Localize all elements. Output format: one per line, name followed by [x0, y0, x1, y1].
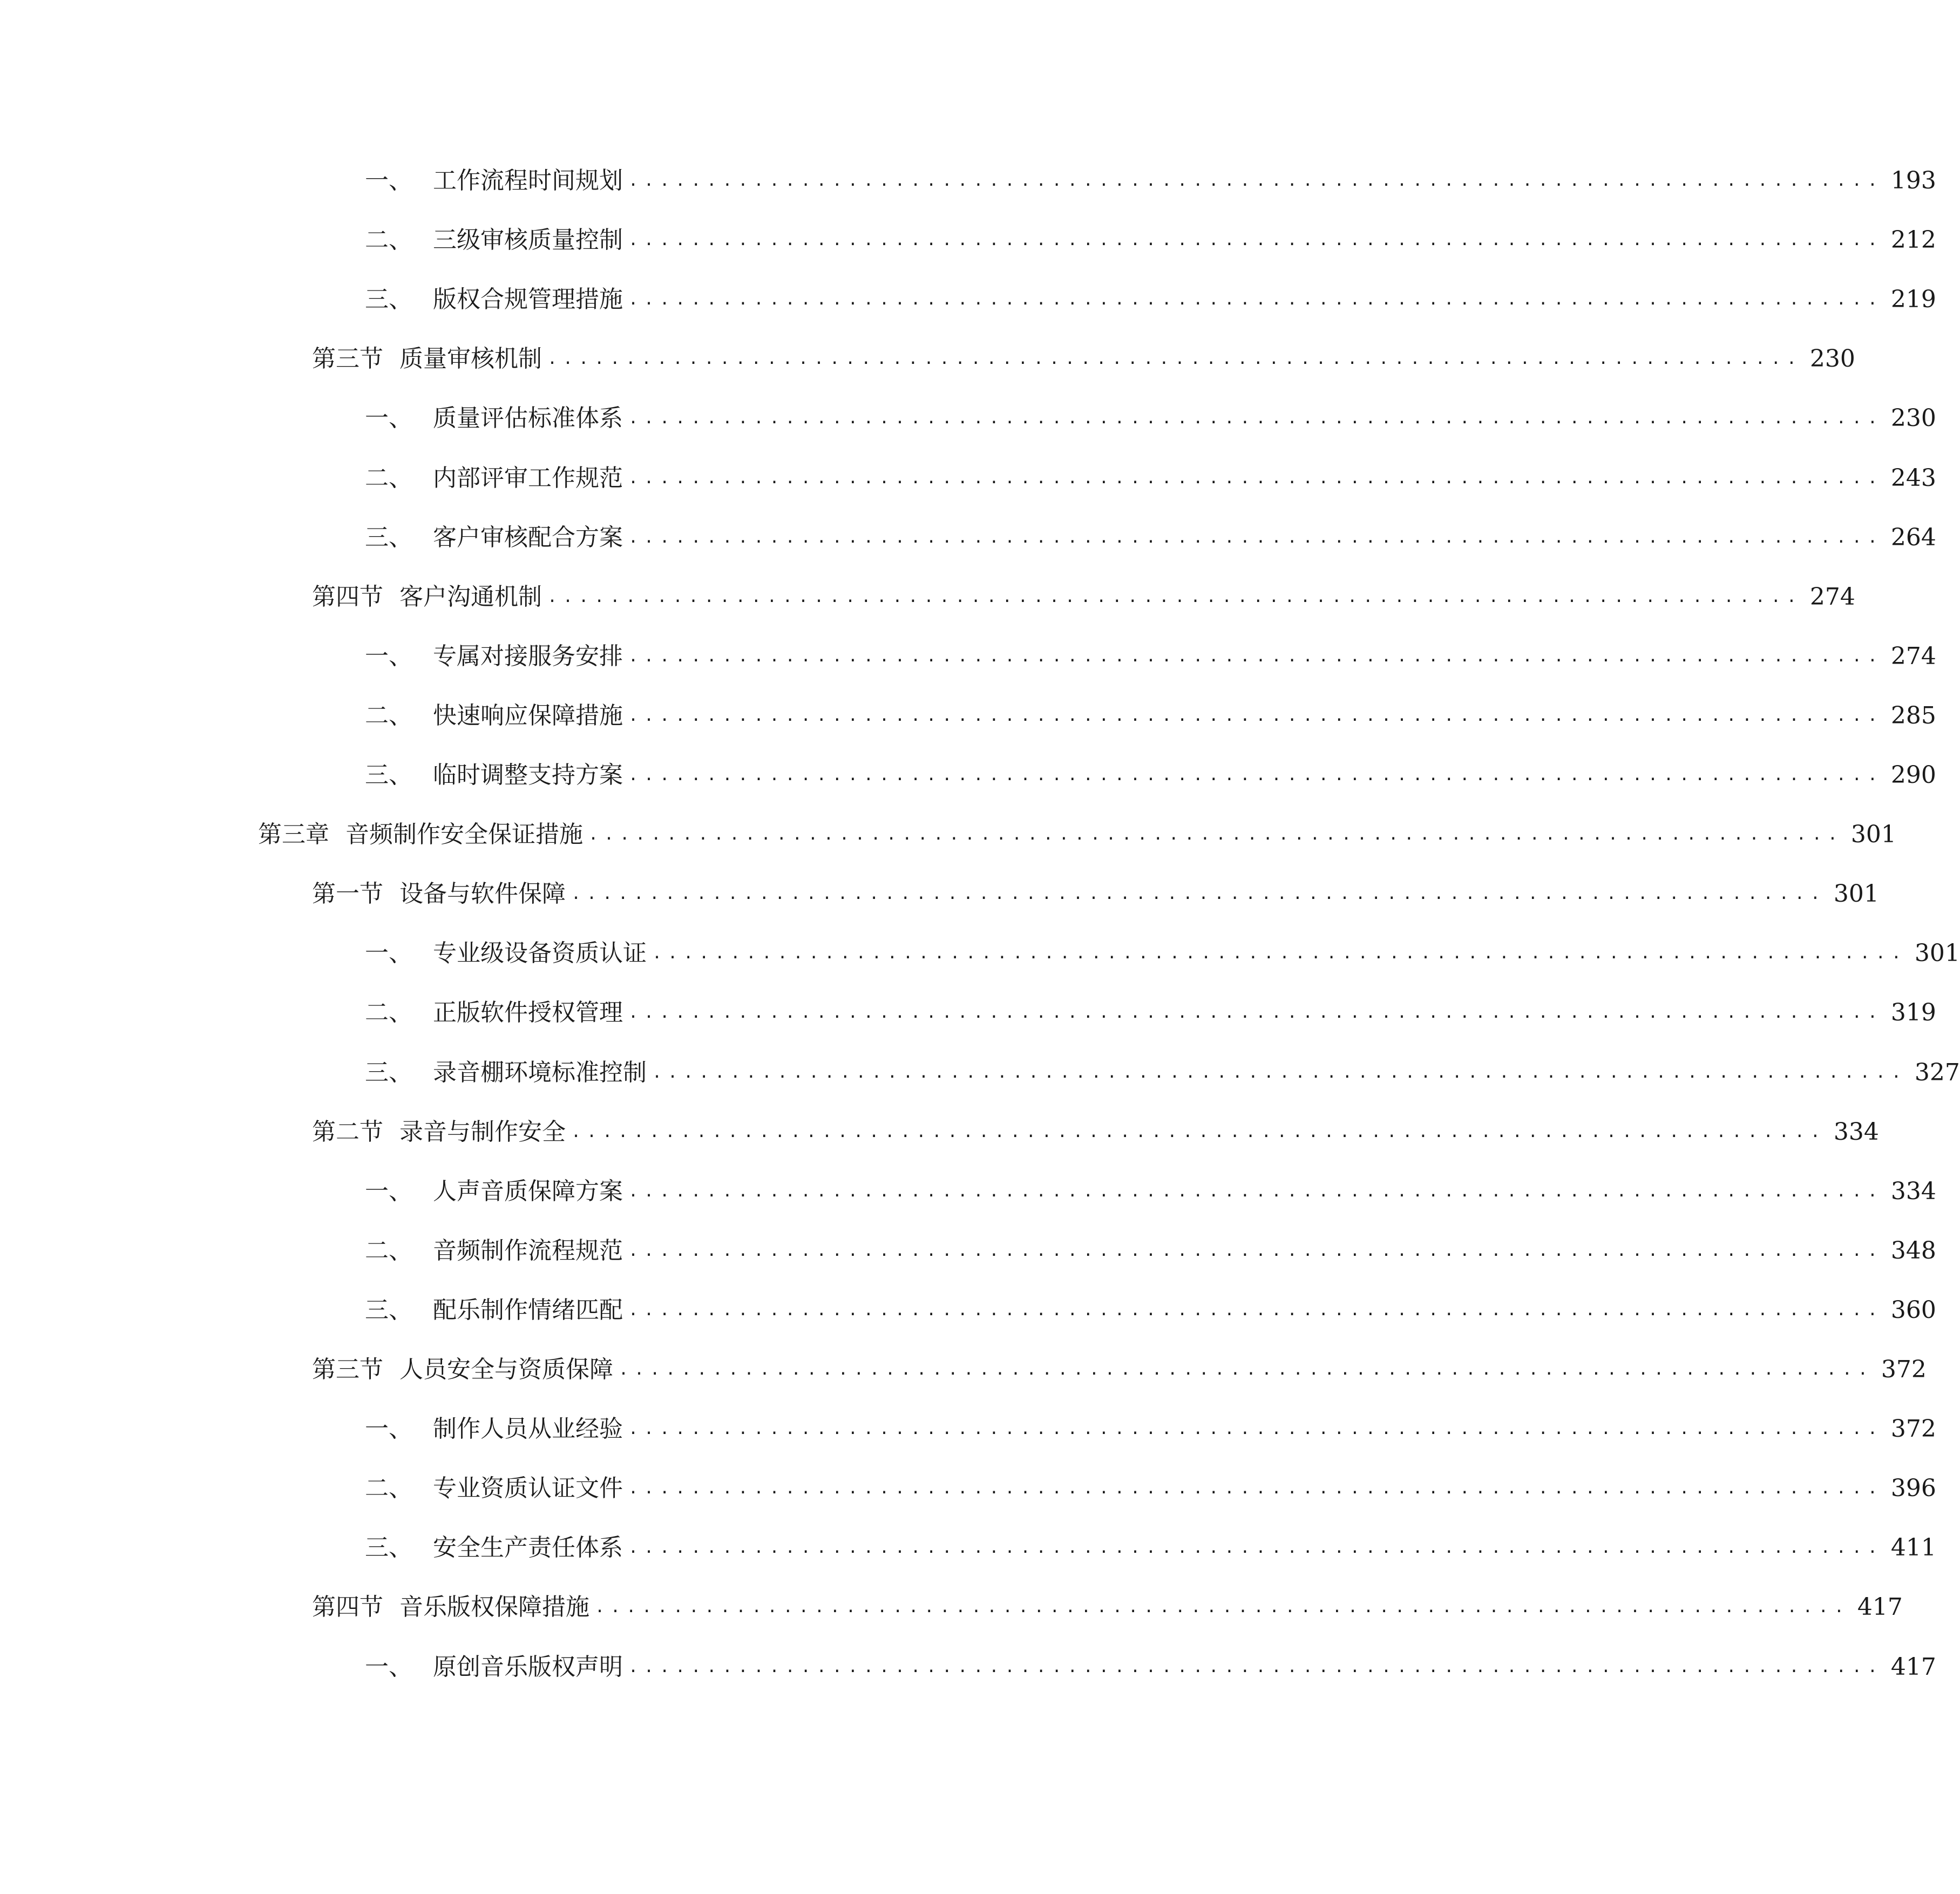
toc-dot-leader: ................................................................................ [652, 1063, 1907, 1082]
toc-dot-leader: ................................................................................ [619, 1360, 1874, 1379]
toc-dot-leader: ................................................................................ [628, 290, 1883, 309]
toc-entry-title: 正版软件授权管理 [433, 999, 623, 1026]
toc-dot-leader: ................................................................................ [571, 1122, 1826, 1141]
toc-entry[interactable] [365, 216, 1936, 265]
toc-page-number: 212 [1890, 226, 1936, 254]
toc-dot-leader: ................................................................................ [628, 1538, 1883, 1557]
toc-entry-number: 一、 [365, 642, 412, 670]
toc-page-number: 290 [1890, 761, 1936, 789]
toc-entry[interactable] [365, 1464, 1936, 1513]
toc-entry-number: 一、 [365, 1415, 412, 1443]
toc-entry-title: 人员安全与资质保障 [399, 1356, 613, 1383]
toc-entry[interactable] [312, 870, 1879, 918]
toc-page-number: 360 [1890, 1296, 1936, 1324]
toc-page-number: 301 [1914, 939, 1960, 967]
toc-entry-number: 三、 [365, 524, 412, 551]
toc-entry-number: 第四节 [312, 583, 383, 611]
toc-entry-title: 安全生产责任体系 [433, 1534, 623, 1561]
toc-entry[interactable] [365, 1286, 1936, 1335]
toc-entry-number: 三、 [365, 1059, 412, 1086]
toc-entry[interactable] [312, 1345, 1927, 1394]
toc-page-number: 417 [1857, 1593, 1903, 1621]
toc-entry[interactable] [365, 394, 1936, 443]
toc-entry-number: 一、 [365, 167, 412, 194]
toc-entry-title: 三级审核质量控制 [433, 226, 623, 254]
toc-entry-title: 快速响应保障措施 [433, 702, 623, 729]
toc-dot-leader: ................................................................................ [628, 1241, 1883, 1260]
toc-entry[interactable] [365, 513, 1936, 562]
toc-entry-title: 设备与软件保障 [399, 880, 566, 908]
toc-entry[interactable] [258, 810, 1896, 859]
toc-dot-leader: ................................................................................ [595, 1598, 1850, 1616]
toc-entry-number: 一、 [365, 1653, 412, 1681]
toc-dot-leader: ................................................................................ [628, 1003, 1883, 1022]
toc-entry-number: 二、 [365, 702, 412, 729]
toc-page-number: 274 [1809, 583, 1855, 611]
toc-entry-title: 音频制作流程规范 [433, 1237, 623, 1264]
toc-dot-leader: ................................................................................ [628, 1479, 1883, 1498]
toc-entry[interactable] [365, 157, 1936, 205]
toc-page-number: 334 [1833, 1118, 1879, 1146]
toc-entry-number: 二、 [365, 999, 412, 1026]
toc-entry[interactable] [365, 1167, 1936, 1216]
toc-entry-number: 第四节 [312, 1593, 383, 1621]
toc-dot-leader: ................................................................................ [628, 171, 1883, 190]
toc-entry-number: 二、 [365, 1474, 412, 1502]
toc-page-number: 396 [1890, 1474, 1936, 1502]
toc-entry-title: 专属对接服务安排 [433, 642, 623, 670]
toc-entry-title: 制作人员从业经验 [433, 1415, 623, 1443]
toc-entry-number: 三、 [365, 286, 412, 313]
toc-entry-title: 版权合规管理措施 [433, 286, 623, 313]
toc-page-number: 264 [1890, 524, 1936, 551]
toc-entry-title: 质量审核机制 [399, 345, 542, 373]
toc-page-number: 411 [1890, 1534, 1936, 1561]
toc-page-number: 301 [1850, 821, 1896, 848]
toc-entry-title: 音频制作安全保证措施 [345, 821, 583, 848]
toc-dot-leader: ................................................................................ [547, 587, 1802, 606]
toc-entry-title: 原创音乐版权声明 [433, 1653, 623, 1681]
toc-entry[interactable] [312, 1583, 1903, 1632]
toc-entry-number: 一、 [365, 1178, 412, 1205]
toc-entry[interactable] [365, 1227, 1936, 1275]
toc-dot-leader: ................................................................................ [571, 884, 1826, 903]
toc-dot-leader: ................................................................................ [628, 1658, 1883, 1676]
toc-entry[interactable] [365, 1405, 1936, 1453]
toc-entry-number: 第一节 [312, 880, 383, 908]
toc-entry-number: 三、 [365, 1534, 412, 1561]
toc-entry[interactable] [312, 573, 1855, 621]
toc-page-number: 301 [1833, 880, 1879, 908]
toc-entry-title: 客户沟通机制 [399, 583, 542, 611]
toc-dot-leader: ................................................................................ [628, 766, 1883, 784]
toc-dot-leader: ................................................................................ [628, 469, 1883, 488]
toc-entry-title: 人声音质保障方案 [433, 1178, 623, 1205]
toc-entry-number: 第三章 [258, 821, 329, 848]
toc-entry[interactable] [365, 751, 1936, 800]
toc-entry[interactable] [312, 1108, 1879, 1156]
toc-entry[interactable] [312, 335, 1855, 383]
toc-page-number: 348 [1890, 1237, 1936, 1264]
toc-page-number: 334 [1890, 1178, 1936, 1205]
toc-entry-title: 音乐版权保障措施 [399, 1593, 589, 1621]
toc-entry-number: 三、 [365, 761, 412, 789]
toc-page-number: 372 [1890, 1415, 1936, 1443]
toc-dot-leader: ................................................................................ [628, 1182, 1883, 1201]
toc-page-number: 372 [1881, 1356, 1927, 1383]
toc-dot-leader: ................................................................................ [628, 1419, 1883, 1438]
toc-entry-title: 专业级设备资质认证 [433, 939, 647, 967]
toc-page-number: 274 [1890, 642, 1936, 670]
toc-entry[interactable] [365, 1643, 1936, 1692]
toc-page-number: 219 [1890, 286, 1936, 313]
toc-entry[interactable] [365, 1049, 1960, 1097]
toc-page-number: 193 [1890, 167, 1936, 194]
toc-page-number: 417 [1890, 1653, 1936, 1681]
toc-entry[interactable] [365, 692, 1936, 740]
toc-entry-title: 质量评估标准体系 [433, 404, 623, 432]
toc-entry[interactable] [365, 454, 1936, 503]
toc-entry-title: 客户审核配合方案 [433, 524, 623, 551]
toc-dot-leader: ................................................................................ [628, 231, 1883, 249]
toc-page-number: 285 [1890, 702, 1936, 729]
toc-entry-title: 录音与制作安全 [399, 1118, 566, 1146]
toc-dot-leader: ................................................................................ [628, 409, 1883, 428]
toc-entry-number: 第二节 [312, 1118, 383, 1146]
toc-entry-number: 二、 [365, 226, 412, 254]
toc-entry[interactable] [365, 1524, 1936, 1572]
toc-dot-leader: ................................................................................ [652, 944, 1907, 963]
toc-page-number: 230 [1890, 404, 1936, 432]
toc-entry-number: 一、 [365, 939, 412, 967]
toc-page-number: 243 [1890, 464, 1936, 492]
toc-page-number: 230 [1809, 345, 1855, 373]
toc-entry-number: 二、 [365, 1237, 412, 1264]
toc-entry[interactable] [365, 632, 1936, 681]
toc-dot-leader: ................................................................................ [588, 825, 1843, 844]
toc-entry-title: 临时调整支持方案 [433, 761, 623, 789]
toc-entry[interactable] [365, 929, 1960, 978]
toc-page-number: 327 [1914, 1059, 1960, 1086]
toc-dot-leader: ................................................................................ [628, 528, 1883, 547]
toc-entry-number: 二、 [365, 464, 412, 492]
toc-entry-number: 第三节 [312, 1356, 383, 1383]
toc-dot-leader: ................................................................................ [547, 349, 1802, 368]
toc-dot-leader: ................................................................................ [628, 706, 1883, 725]
toc-entry-number: 第三节 [312, 345, 383, 373]
toc-page-number: 319 [1890, 999, 1936, 1026]
toc-entry-number: 三、 [365, 1296, 412, 1324]
toc-entry-title: 录音棚环境标准控制 [433, 1059, 647, 1086]
toc-entry-title: 工作流程时间规划 [433, 167, 623, 194]
toc-dot-leader: ................................................................................ [628, 1301, 1883, 1320]
toc-dot-leader: ................................................................................ [628, 647, 1883, 666]
toc-entry-title: 内部评审工作规范 [433, 464, 623, 492]
toc-entry-title: 专业资质认证文件 [433, 1474, 623, 1502]
toc-entry[interactable] [365, 989, 1936, 1037]
toc-entry-title: 配乐制作情绪匹配 [433, 1296, 623, 1324]
toc-entry-number: 一、 [365, 404, 412, 432]
toc-entry[interactable] [365, 275, 1936, 324]
